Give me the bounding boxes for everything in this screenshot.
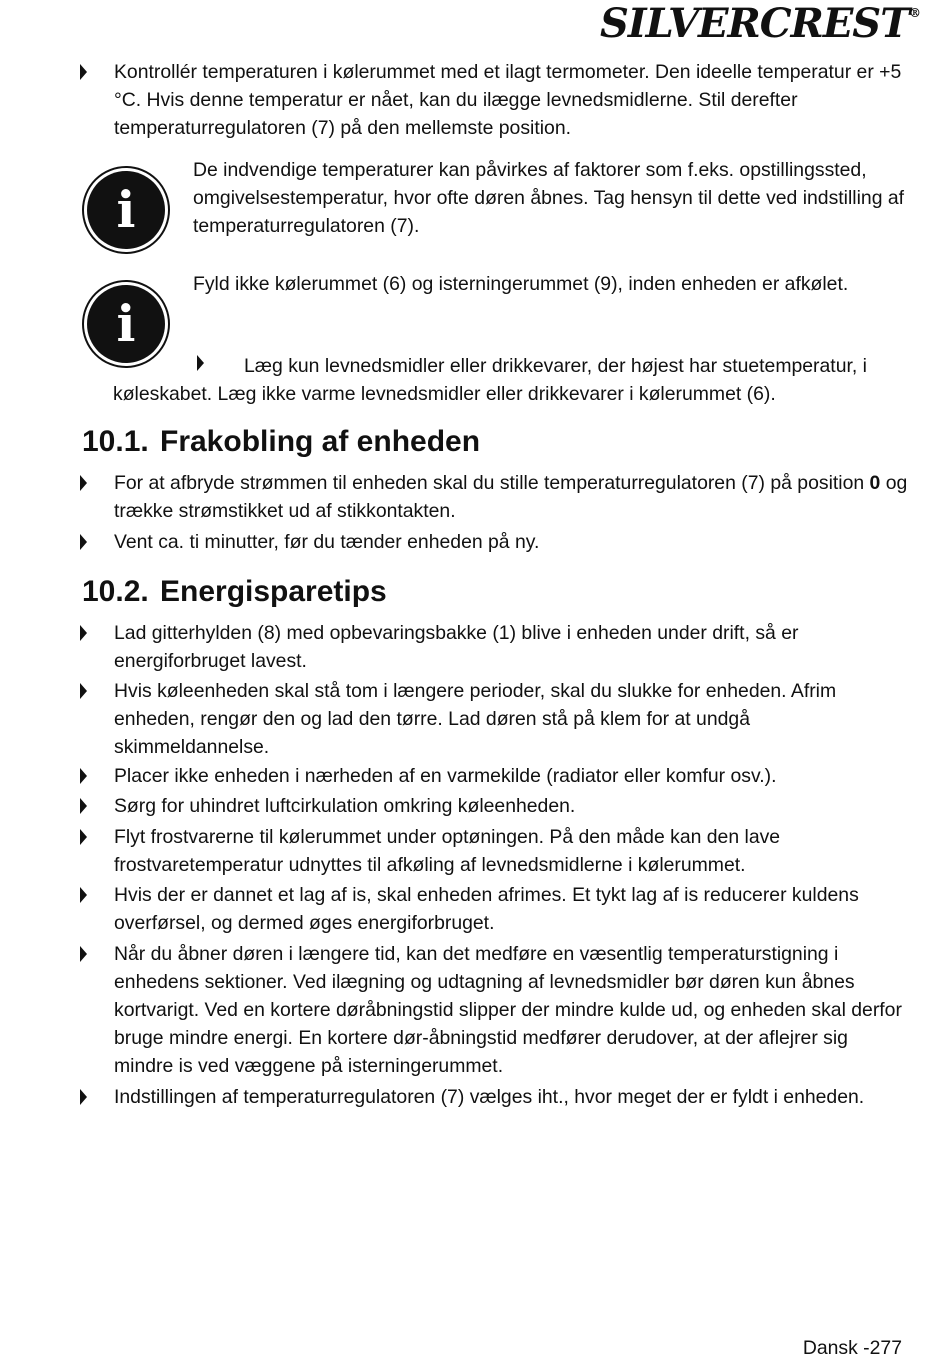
note-text: Fyld ikke kølerummet (6) og isterningerummet (9), inden enheden er afkølet.: [193, 273, 849, 295]
bullet-arrow-icon: [80, 887, 87, 903]
bullet-text: Kontrollér temperaturen i kølerummet med et ilagt termometer. Den ideelle temperatur er +5 °C. Hvis denne temperatur er nået, kan du ilægge levnedsmidlerne. Stil derefter temperaturregulatoren (7) på den mellemste position.: [114, 61, 902, 139]
registered-mark: ®: [908, 6, 920, 20]
bullet-text: Flyt frostvarerne til kølerummet under optøningen. På den måde kan den lave frostvaretemperatur udnyttes til afkøling af levnedsmidlerne i kølerummet.: [114, 826, 781, 876]
bullet-text: Placer ikke enheden i nærheden af en varmekilde (radiator eller komfur osv.).: [114, 765, 777, 787]
bullet-item: [80, 762, 910, 790]
section-title: Frakobling af enheden: [160, 425, 481, 458]
page-footer: Dansk -277: [802, 1337, 902, 1359]
bullet-item: [80, 619, 910, 675]
bullet-arrow-icon: [80, 475, 87, 491]
brand-logo: [600, 0, 920, 48]
bullet-item: [80, 940, 910, 1080]
bullet-text: Når du åbner døren i længere tid, kan det medføre en væsentlig temperaturstigning i enhedens sektioner. Ved ilægning og udtagning af levnedsmidler bør døren kun åbnes kortvarigt. Ved en kortere døråbningstid slipper der mindre kulde ud, og enheden skal derfor bruge mindre energi. En kortere dør-åbningstid medfører derudover, at der aflejrer sig mindre is ved væggene på isterningerummet.: [114, 943, 902, 1077]
bullet-item: [80, 469, 910, 525]
section-heading: [82, 424, 480, 460]
bullet-item: [80, 1083, 910, 1111]
bullet-item: [80, 823, 910, 879]
bullet-text: Vent ca. ti minutter, før du tænder enheden på ny.: [114, 531, 540, 553]
bullet-text: Læg kun levnedsmidler eller drikkevarer, der højest har stuetemperatur, i køleskabet. Læg ikke varme levnedsmidler eller drikkevarer i kølerummet (6).: [113, 355, 867, 405]
bullet-arrow-icon: [80, 798, 87, 814]
bullet-text: For at afbryde strømmen til enheden skal du stille temperaturregulatoren (7) på position 0 og trække strømstikket ud af stikkontakten.: [114, 472, 908, 522]
bullet-arrow-icon: [80, 625, 87, 641]
position-zero: 0: [869, 472, 881, 494]
note-text: De indvendige temperaturer kan påvirkes af faktorer som f.eks. opstillingssted, omgivelsestemperatur, hvor ofte døren åbnes. Tag hensyn til dette ved indstilling af temperaturregulatoren (7).: [193, 159, 905, 237]
bullet-arrow-icon: [197, 355, 204, 371]
info-icon: i: [82, 166, 170, 254]
bullet-arrow-icon: [80, 829, 87, 845]
bullet-arrow-icon: [80, 768, 87, 784]
bullet-item: [80, 58, 910, 142]
info-icon: i: [82, 280, 170, 368]
bullet-text: Hvis køleenheden skal stå tom i længere perioder, skal du slukke for enheden. Afrim enheden, rengør den og lad den tørre. Lad døren stå på klem for at undgå skimmeldannelse.: [114, 680, 837, 758]
bullet-text: Lad gitterhylden (8) med opbevaringsbakke (1) blive i enheden under drift, så er energiforbruget lavest.: [114, 622, 799, 672]
bullet-text: Indstillingen af temperaturregulatoren (7) vælges iht., hvor meget der er fyldt i enheden.: [114, 1086, 865, 1108]
bullet-arrow-icon: [80, 64, 87, 80]
bullet-text: Sørg for uhindret luftcirkulation omkring køleenheden.: [114, 795, 576, 817]
bullet-arrow-icon: [80, 683, 87, 699]
bullet-item: [80, 881, 910, 937]
bullet-item: [113, 352, 908, 408]
bullet-arrow-icon: [80, 1089, 87, 1105]
bullet-item: [80, 677, 910, 761]
bullet-text: Hvis der er dannet et lag af is, skal enheden afrimes. Et tykt lag af is reducerer kuldens overførsel, og dermed øges energiforbruget.: [114, 884, 859, 934]
bullet-arrow-icon: [80, 534, 87, 550]
brand-logo-text: SILVERCREST: [600, 0, 909, 47]
section-title: Energisparetips: [160, 575, 387, 608]
bullet-item: [80, 792, 910, 820]
bullet-item: [80, 528, 910, 556]
bullet-arrow-icon: [80, 946, 87, 962]
section-heading: [82, 574, 387, 610]
section-number: 10.1.: [82, 425, 149, 458]
section-number: 10.2.: [82, 575, 149, 608]
